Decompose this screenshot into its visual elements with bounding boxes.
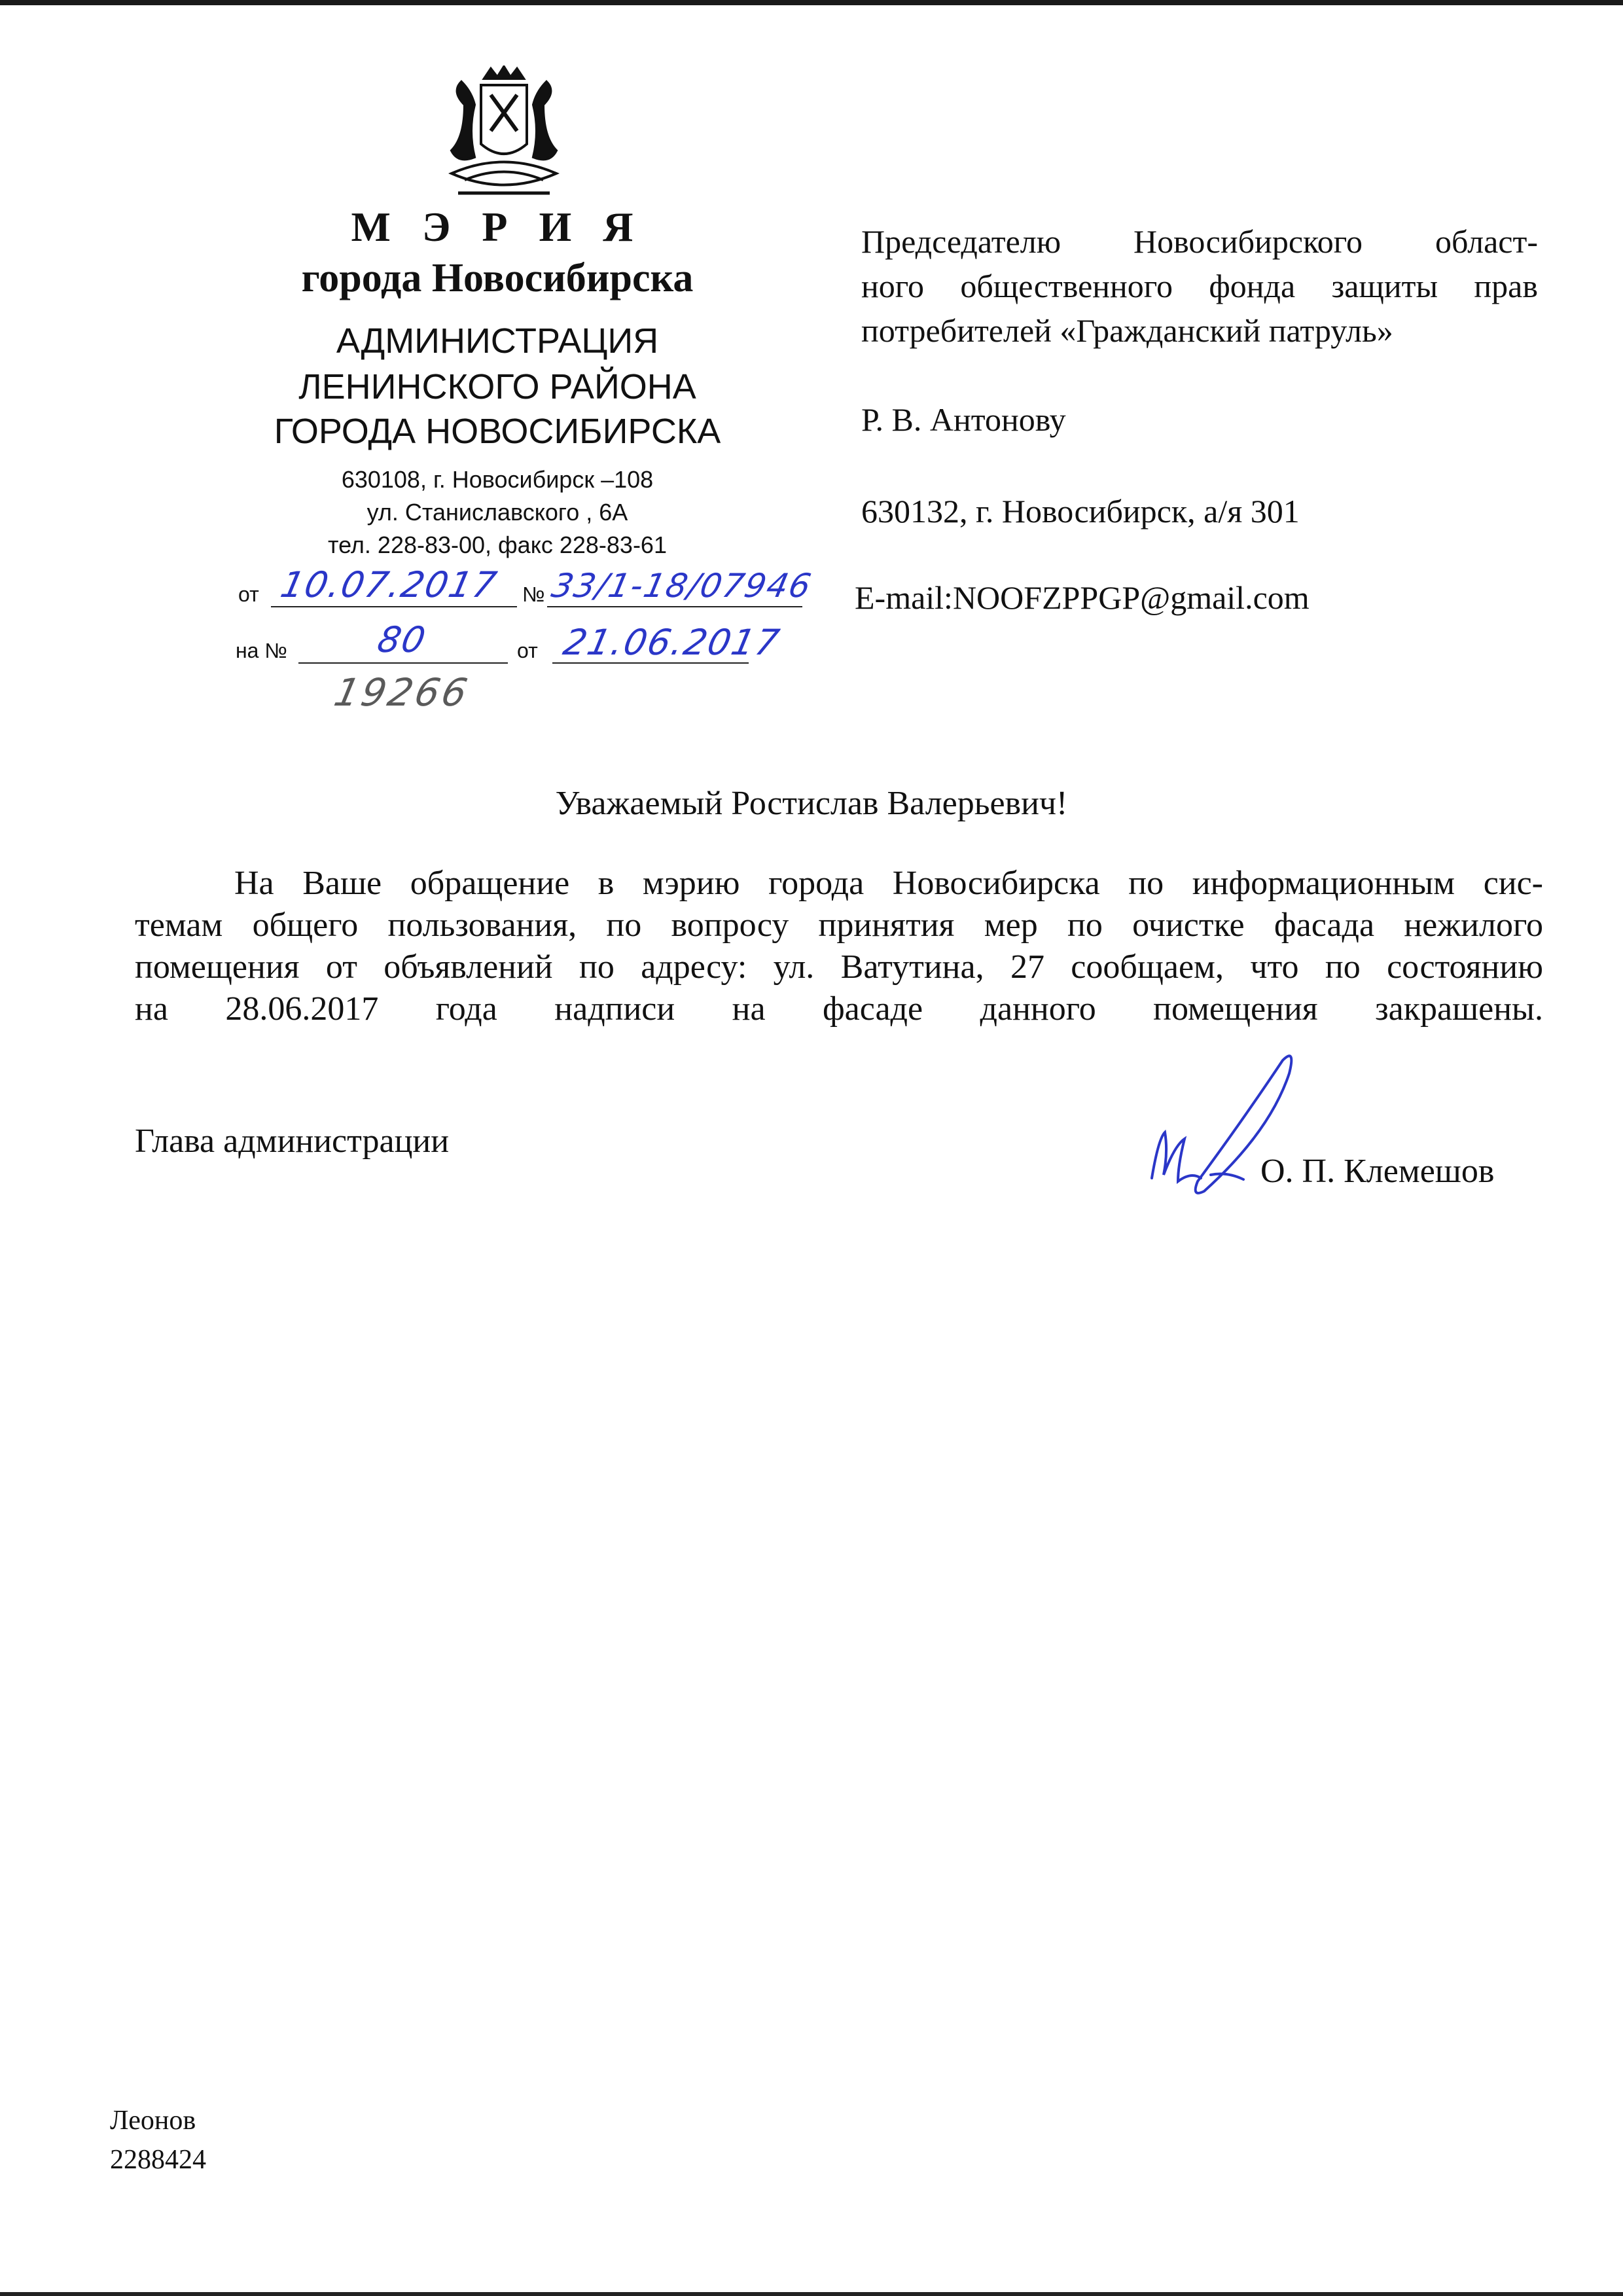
admin-line-1: АДМИНИСТРАЦИЯ (336, 321, 659, 361)
ref-number-handwritten: 80 (374, 619, 431, 660)
recipient-line-1: Председателю Новосибирского област- (861, 223, 1538, 260)
admin-line-2: ЛЕНИНСКОГО РАЙОНА (298, 367, 696, 406)
recipient-postal-address: 630132, г. Новосибирск, а/я 301 (861, 493, 1300, 529)
recipient-line-2: ного общественного фонда защиты прав (861, 268, 1538, 304)
city-title: города Новосибирска (301, 256, 694, 300)
body-line-1: На Ваше обращение в мэрию города Новосибирска по информационным сис- (234, 865, 1543, 902)
ref-number-label: на № (236, 639, 287, 662)
signer-title: Глава администрации (135, 1122, 450, 1160)
ref-date-label: от (517, 639, 538, 662)
scan-edge-top (0, 0, 1623, 5)
date-label: от (238, 583, 259, 606)
body-line-2: темам общего пользования, по вопросу принятия мер по очистке фасада нежилого (135, 906, 1543, 944)
executor-phone: 2288424 (110, 2145, 206, 2175)
recipient-name: Р. В. Антонову (861, 401, 1066, 438)
coat-of-arms-icon (438, 65, 569, 209)
address-line-2: ул. Станиславского , 6А (366, 499, 628, 526)
incoming-stamp-number: 19266 (330, 670, 474, 715)
number-label: № (522, 583, 545, 606)
recipient-email: E-mail:NOOFZPPGP@gmail.com (855, 579, 1310, 616)
address-line-3: тел. 228-83-00, факс 228-83-61 (328, 531, 667, 558)
ref-date-handwritten: 21.06.2017 (560, 622, 784, 663)
greeting: Уважаемый Ростислав Валерьевич! (555, 785, 1068, 822)
body-line-4: на 28.06.2017 года надписи на фасаде данного помещения закрашены. (135, 990, 1543, 1028)
scan-edge-bottom (0, 2292, 1623, 2296)
address-line-1: 630108, г. Новосибирск –108 (341, 466, 654, 493)
number-handwritten: 33/1-18/07946 (548, 567, 816, 605)
executor-name: Леонов (110, 2106, 196, 2136)
signer-name: О. П. Клемешов (1260, 1153, 1495, 1190)
recipient-line-3: потребителей «Гражданский патруль» (861, 312, 1393, 349)
date-handwritten: 10.07.2017 (277, 564, 501, 605)
body-line-3: помещения от объявлений по адресу: ул. Ватутина, 27 сообщаем, что по состоянию (135, 948, 1543, 986)
admin-line-3: ГОРОДА НОВОСИБИРСКА (274, 412, 721, 451)
meria-title: М Э Р И Я (351, 204, 644, 250)
